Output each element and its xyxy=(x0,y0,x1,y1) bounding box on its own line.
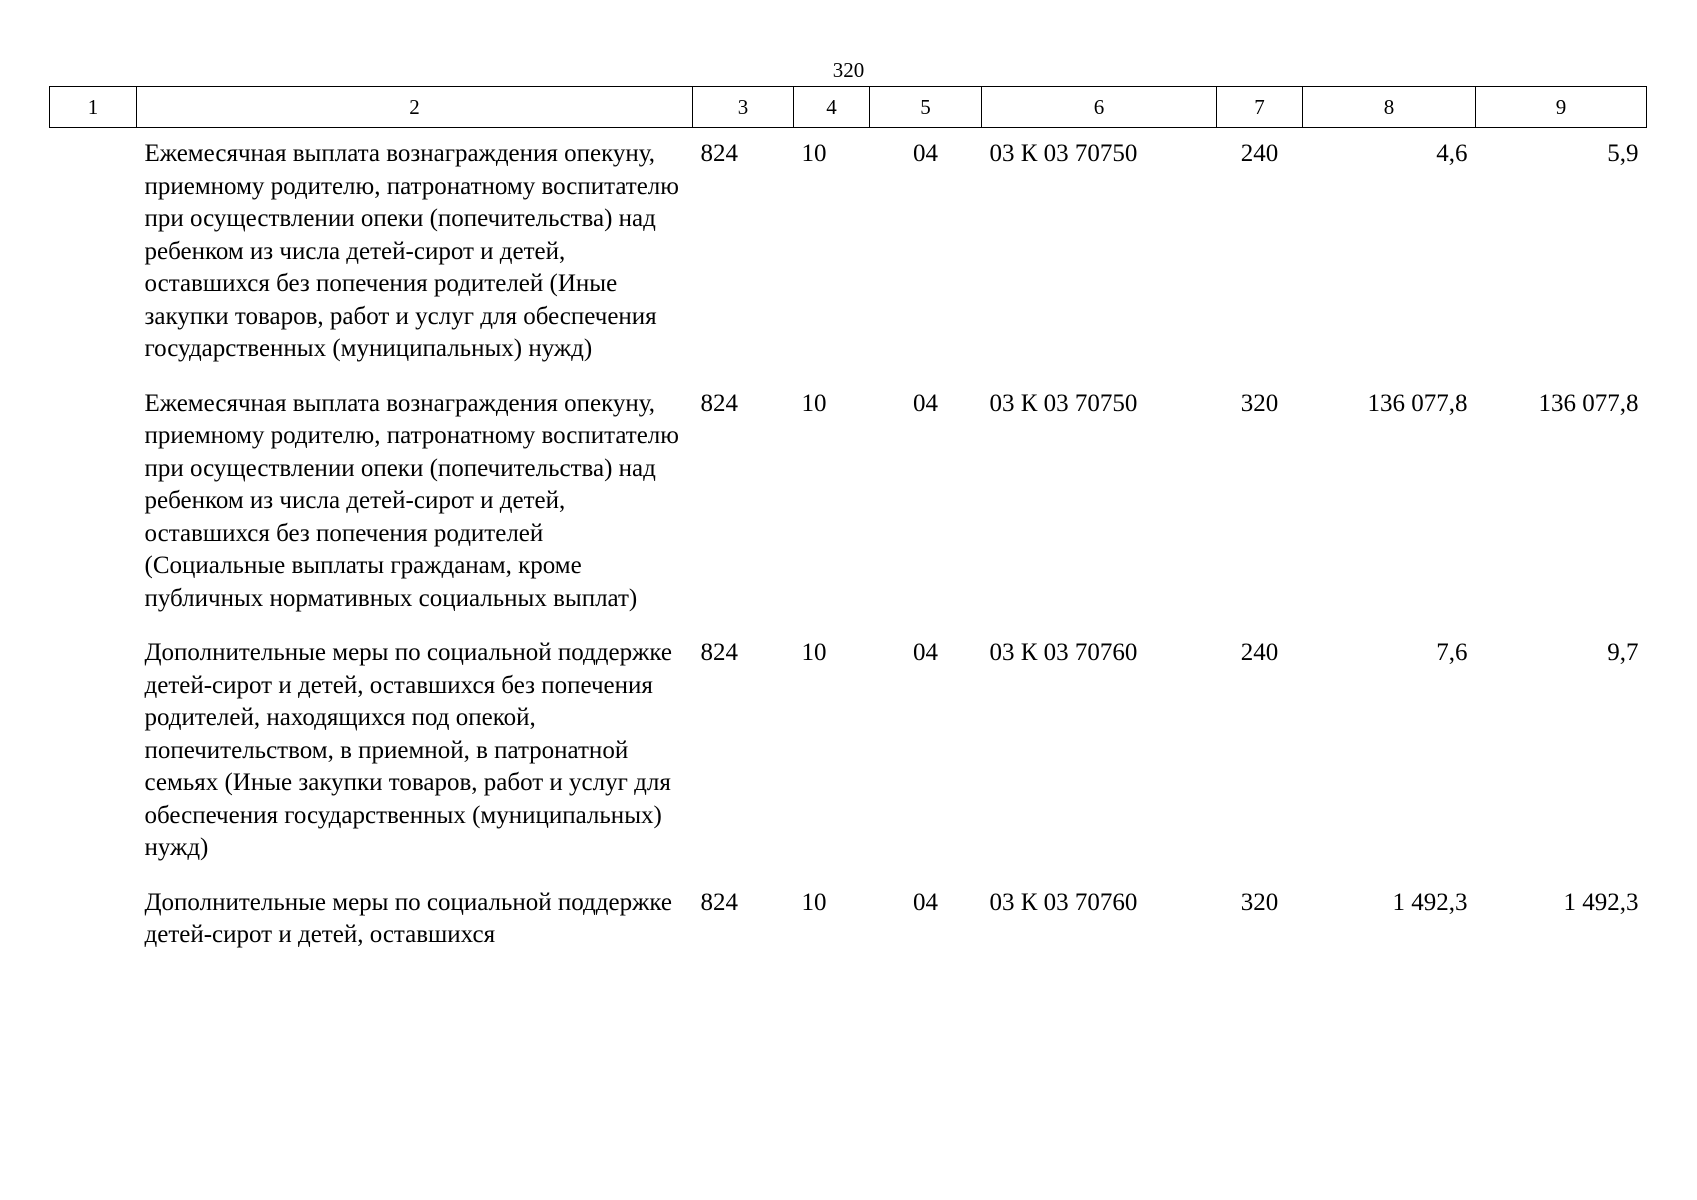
amount-col-8: 4,6 xyxy=(1436,140,1468,167)
amount-col-9: 1 492,3 xyxy=(1563,888,1639,916)
amount-col-9: 136 077,8 xyxy=(1538,389,1639,417)
subsection-code: 04 xyxy=(913,639,938,666)
row-description: Дополнительные меры по социальной поддержке детей-сирот и детей, оставшихся xyxy=(144,888,672,948)
section-code: 10 xyxy=(801,888,827,916)
amount-col-8: 1 492,3 xyxy=(1392,888,1468,916)
subsection-code: 04 xyxy=(913,888,938,916)
expense-type-code: 240 xyxy=(1240,639,1279,666)
table-row xyxy=(50,627,1647,877)
header-col-2: 2 xyxy=(137,87,693,128)
amount-col-8: 136 077,8 xyxy=(1367,389,1468,417)
subsection-code: 04 xyxy=(913,389,938,417)
table-row xyxy=(50,378,1647,628)
column-number-header xyxy=(50,87,1647,128)
header-col-8: 8 xyxy=(1303,87,1476,128)
budget-table xyxy=(49,86,1647,952)
admin-code: 824 xyxy=(700,389,738,417)
header-col-9: 9 xyxy=(1476,87,1647,128)
row-index-cell xyxy=(50,128,137,378)
target-article-code: 03 К 03 70760 xyxy=(989,639,1138,666)
section-code: 10 xyxy=(801,639,827,666)
header-col-5: 5 xyxy=(870,87,982,128)
page-number: 320 xyxy=(832,58,865,82)
admin-code: 824 xyxy=(700,639,738,666)
expense-type-code: 320 xyxy=(1240,888,1279,916)
section-code: 10 xyxy=(801,140,827,167)
row-index-cell xyxy=(50,627,137,877)
table-row xyxy=(50,128,1647,378)
header-col-7: 7 xyxy=(1217,87,1303,128)
amount-col-8: 7,6 xyxy=(1436,639,1468,666)
expense-type-code: 240 xyxy=(1240,140,1279,167)
row-description: Ежемесячная выплата вознаграждения опекуну, приемному родителю, патронатному воспитателю при осуществлении опеки (попечительства) над ребенком из числа детей-сирот и детей, оставшихся без попечения родителей (Социальные выплаты гражданам, кроме публичных нормативных социальных выплат) xyxy=(144,389,679,612)
subsection-code: 04 xyxy=(913,140,938,167)
row-description: Дополнительные меры по социальной поддержке детей-сирот и детей, оставшихся без попечения родителей, находящихся под опекой, попечительством, в приемной, в патронатной семьях (Иные закупки товаров, работ и услуг для обеспечения государственных (муниципальных) нужд) xyxy=(144,639,672,861)
admin-code: 824 xyxy=(700,888,738,916)
amount-col-9: 5,9 xyxy=(1607,140,1639,167)
expense-type-code: 320 xyxy=(1240,389,1279,417)
header-col-6: 6 xyxy=(982,87,1217,128)
target-article-code: 03 К 03 70750 xyxy=(989,140,1138,167)
table-row xyxy=(50,877,1647,952)
target-article-code: 03 К 03 70750 xyxy=(989,389,1138,417)
header-col-1: 1 xyxy=(50,87,137,128)
amount-col-9: 9,7 xyxy=(1607,639,1639,666)
header-col-3: 3 xyxy=(693,87,794,128)
row-description: Ежемесячная выплата вознаграждения опекуну, приемному родителю, патронатному воспитателю при осуществлении опеки (попечительства) над ребенком из числа детей-сирот и детей, оставшихся без попечения родителей (Иные закупки товаров, работ и услуг для обеспечения государственных (муниципальных) нужд) xyxy=(144,140,679,362)
target-article-code: 03 К 03 70760 xyxy=(989,888,1138,916)
header-col-4: 4 xyxy=(794,87,870,128)
admin-code: 824 xyxy=(700,140,738,167)
row-index-cell xyxy=(50,877,137,952)
row-index-cell xyxy=(50,378,137,628)
section-code: 10 xyxy=(801,389,827,417)
